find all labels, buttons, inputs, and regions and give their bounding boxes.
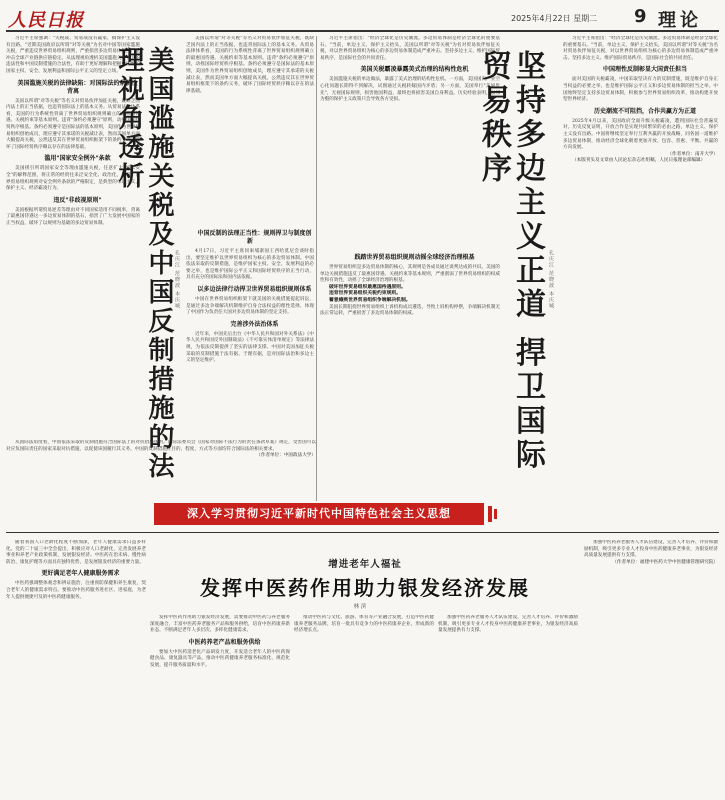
bottom-body-2: 中医药强调整体观念和辨证施治，注重预防保健和养生康复，契合老年人的健康需求特点。要推动中医药服务进社区、进家庭，为老年人提供便捷可及的中医药健康服务。 — [6, 581, 146, 600]
right-intro: 习近平主席指出："经济全球化是历史潮流。多边贸易体制是经济全球化的重要基石。"当前，单边主义、保护主义抬头，美国以所谓"对等关税"为名对贸易伙伴加征关税，对以世界贸易组织为核心的多边贸易体制造成严重冲击。坚持多边主义、维护国际贸易秩序，是国际社会的共同责任。 — [320, 36, 500, 61]
theme-banner: 深入学习贯彻习近平新时代中国特色社会主义思想 — [154, 503, 484, 525]
bottom-author: 林 滨 — [353, 604, 367, 610]
bottom-author-note: （作者单位：福建中医药大学中医健康管理研究院） — [612, 559, 718, 565]
issue-date: 2025年4月22日 星期二 — [511, 14, 598, 23]
right-article-column-1 — [320, 36, 500, 248]
bottom-kicker: 增进老年人福祉 — [328, 559, 402, 570]
bottom-article-column-4 — [438, 615, 578, 795]
right-keypoint-2: 违背世界贸易组织关税约束规则。 — [329, 291, 401, 297]
right-keypoint-1: 破坏世界贸易组织最惠国待遇原则。 — [329, 284, 406, 290]
banner-ornament-icon — [488, 503, 500, 525]
right-body-2: 世界贸易组织是多边贸易体制的核心，其规则是各成员通过谈判达成的共识。美国的单边关税措施违反了最惠国待遇、关税约束等基本规则，严重削弱了世界贸易组织的权威性和有效性，动摇了全球经济治理的根基。 — [320, 265, 500, 284]
left-intro: 习近平主席强调："关税战、贸易战没有赢家，搞保护主义没有出路。"近期美国政府以所谓"对等关税"为名对中国等国家滥施关税，严重违反世界贸易组织规则，严重损害多边贸易体制，严重冲击全球产业链供应链稳定。从法理视角透析美国滥施关税行为的违法性和中国反制措施的合法性，有助于更好理解和把握中国维护国家主权、安全、发展利益和国际公平正义的坚定立场。 — [6, 36, 140, 74]
bottom-subheading-1: 更好满足老年人健康服务需求 — [41, 570, 120, 578]
section-divider — [6, 532, 719, 533]
middle-body-1: 4月17日，习近平主席同柬埔寨国王西哈莫尼会谈时指出，要坚定维护以世界贸易组织为核心的多边贸易体制。中国依法采取的反制措施，是维护国家主权、安全、发展利益的必要之举，也是维护国际公平正义和国际经贸秩序的正当行动，具有充分的国际法和国内法依据。 — [186, 249, 314, 281]
masthead — [6, 4, 719, 32]
right-subheading-3: 中国理性反制彰显大国责任担当 — [602, 66, 687, 74]
newspaper-logo: 人民日报 — [8, 10, 84, 31]
left-body-1-cont: 美国以所谓"对等关税"等名义对贸易伙伴加征关税，既缺乏国内法上的正当依据，也违背国际法上的基本义务。从贸易法律体系看，美国的行为系统性背离了世界贸易组织规则确立的最惠国待遇、关税约束等基本原则。违背"条约必须遵守"原则，动摇国际经贸秩序根基。条约必须遵守是国际法的基本原则，美国作为世界贸易组织创始成员，理应遵守其承诺的关税减让表，然而美国单方面大幅提高关税，公然违反其在世界贸易组织框架下的条约义务，破坏了国际经贸秩序赖以存在的法律基础。 — [186, 36, 314, 94]
page-number: 9 — [634, 6, 647, 27]
section-name: 理论 — [658, 10, 702, 31]
middle-author-note: （作者单位：中国政法大学） — [256, 453, 316, 459]
left-subheading-2: 滥用"国家安全例外"条款 — [44, 155, 111, 163]
left-body-2: 美国援引所谓国家安全等理由滥施关税，任意扩大"国家安全"的解释范围，将正常的经贸往来泛安全化、政治化，违背了世界贸易组织规则对安全例外条款的严格限定，是典型的单边主义、保护主义、经济霸凌行为。 — [6, 166, 140, 192]
middle-subheading-3: 完善涉外法治体系 — [230, 320, 279, 328]
right-body-3: 美国长期阻挠世界贸易组织上诉机构成员遴选，导致上诉机构停摆，争端解决机制无法正常运转，严重损害了多边贸易体制的权威。 — [320, 304, 500, 317]
page-editor-note: （本版刊头及文章由人民论坛杂志社组稿，人民日报理论部编辑） — [572, 158, 706, 164]
left-article-column-2 — [186, 36, 314, 226]
right-byline: 孔庆江 范晓波 本庆城 — [548, 250, 554, 310]
right-body-4: 面对美国的关税霸凌，中国采取坚决有力的反制措施，既是维护自身正当权益的必要之举，也是维护国际公平正义和多边贸易体制的担当之举。中国始终坚定支持多边贸易体制，积极参与世界贸易组织改革，推动构建开放型世界经济。 — [563, 77, 718, 103]
bottom-subheading-2: 中医药养老产品和服务供给 — [188, 638, 261, 646]
left-body-3: 美国根据所谓贸易逆差等理由对不同国家适用不同税率，背离了最惠国待遇这一多边贸易体制的基石，损害了广大发展中国家的正当权益，破坏了以规则为基础的多边贸易体制。 — [6, 207, 140, 226]
bottom-article-column-2 — [150, 615, 290, 795]
middle-body-2: 中国在世界贸易组织框架下就美国的关税措施提起诉讼，是通过多边争端解决机制维护自身合法权益的理性选择，体现了中国作为负责任大国对多边贸易体制的坚定支持。 — [186, 296, 314, 316]
right-keypoint-3: 蓄意瘫痪世界贸易组织争端解决机制。 — [329, 297, 411, 303]
middle-subheading-2: 以多边法律行动捍卫世界贸易组织规则体系 — [197, 285, 312, 293]
left-byline: 孔庆江 范晓波 本庆城 — [174, 250, 180, 310]
right-body-5: 2025年4月以来，美国政府全面升级关税霸凌，遭到国际社会普遍反对。历史反复证明，开放合作是实现共同繁荣的必由之路，单边主义、保护主义没有出路。中国将继续坚定奉行互利共赢的开放战略，同各国一道维护多边贸易体制，推动经济全球化朝着更加开放、包容、普惠、平衡、共赢的方向发展。 — [563, 118, 718, 151]
left-headline: 美国滥施关税及中国反制措施的法理视角透析 — [114, 46, 174, 481]
right-author-note: （作者单位：南开大学） — [667, 151, 718, 157]
bottom-body-6: 加强中医药养老服务人才队伍建设，完善人才培养、评价和激励机制，吸引更多专业人才投身中医药健康养老事业，为银发经济高质量发展提供有力支撑。 — [438, 615, 578, 634]
bottom-body-1: 随着我国人口老龄化程度不断加深，老年人健康需求日益多样化。党的二十届三中全会提出，积极应对人口老龄化，完善发展养老事业和养老产业政策机制，发展银发经济。中医药在治未病、慢性病防治、康复护理等方面具有独特优势，是发展银发经济的重要力量。 — [6, 540, 146, 565]
bottom-headline: 发挥中医药作用助力银发经济发展 — [200, 576, 530, 600]
middle-article-bottom — [6, 440, 316, 500]
bottom-article-column-1 — [6, 540, 146, 795]
right-article-column-3 — [563, 36, 718, 526]
bottom-article-column-5 — [584, 540, 718, 795]
bottom-body-6-cont: 加强中医药养老服务人才队伍建设，完善人才培养、评价和激励机制，吸引更多专业人才投身中医药健康养老事业，为银发经济高质量发展提供有力支撑。 — [584, 540, 718, 559]
left-subheading-3: 违反"非歧视原则" — [53, 196, 102, 204]
left-subheading-1: 美国滥施关税的法律缺陷：对国际法的系统性背离 — [17, 79, 138, 95]
right-subheading-4: 历史潮流不可阻挡，合作共赢方为正道 — [593, 107, 696, 115]
middle-body-3: 近年来，中国先后出台《中华人民共和国对外关系法》《中华人民共和国反外国制裁法》《不可靠实体清单规定》等法律法规，为依法反制提供了坚实的法律支撑。中国对美国加征关税采取的反制措施于法有据、于理有据，是对国际法治和多边主义的坚定维护。 — [186, 331, 314, 364]
middle-body-4: 从国际法角度看，中国依法采取的反制措施符合国际法上的对抗措施规则。国际法委员会《国家对国际不法行为的责任条款草案》规定，受害国可以对应负国际责任的国家采取对抗措施，以促使该国履行其义务。中国的反制措施在目的、程度、方式等方面均符合国际法的相关要求。 — [6, 440, 316, 452]
right-headline: 坚持多边主义正道 捍卫国际贸易秩序 — [476, 50, 545, 473]
bottom-body-4: 要加大中医药适老化产品研发力度，开发适合老年人的中医药保健食品、康复器具等产品，推动中医药健康养老服务标准化、规范化发展，提升服务质量和水平。 — [150, 649, 290, 668]
middle-subheading-1: 中国反制的法理正当性：规则捍卫与制度创新 — [197, 230, 312, 245]
right-subheading-2: 践踏世界贸易组织规则动摇全球经济治理根基 — [354, 254, 475, 261]
right-article-column-2 — [320, 250, 500, 500]
right-subheading-1: 美国关税霸凌暴露美式治理的结构性危机 — [360, 66, 469, 74]
left-body-1: 美国以所谓"对等关税"等名义对贸易伙伴加征关税，既缺乏国内法上的正当依据，也违背国际法上的基本义务。从贸易法律体系看，美国的行为系统性背离了世界贸易组织规则确立的最惠国待遇、关税约束等基本原则。违背"条约必须遵守"原则，动摇国际经贸秩序根基。条约必须遵守是国际法的基本原则，美国作为世界贸易组织创始成员，理应遵守其承诺的关税减让表，然而美国单方面大幅提高关税，公然违反其在世界贸易组织框架下的条约义务，破坏了国际经贸秩序赖以存在的法律基础。 — [6, 98, 140, 150]
bottom-body-3: 发挥中医药作用助力银发经济发展，需要推动中医药与养老服务深度融合，丰富中医药养老服务产品和服务供给，培育中医药康养新业态，不断满足老年人多层次、多样化健康需求。 — [150, 615, 290, 634]
divider — [316, 36, 317, 501]
bottom-article-column-3 — [294, 615, 434, 795]
right-body-1: 美国滥施关税的单边做法，暴露了美式治理的结构性危机。一方面，美国国内产业空心化问题长期得不到解决，试图通过关税转嫁国内矛盾；另一方面，美国奉行"美国优先"，无视国际规则，损害他国利益，最终也将损害美国自身利益。历史经验表明，以邻为壑的保护主义政策只会导致各方受损。 — [320, 77, 500, 103]
right-intro-cont: 习近平主席指出："经济全球化是历史潮流。多边贸易体制是经济全球化的重要基石。"当前，单边主义、保护主义抬头，美国以所谓"对等关税"为名对贸易伙伴加征关税，对以世界贸易组织为核心的多边贸易体制造成严重冲击。坚持多边主义、维护国际贸易秩序，是国际社会的共同责任。 — [563, 36, 718, 61]
bottom-body-5: 推动中医药与文化、旅游、体育等产业融合发展，打造中医药健康养老服务品牌，培育一批具有竞争力的中医药康养企业，形成新的经济增长点。 — [294, 615, 434, 634]
